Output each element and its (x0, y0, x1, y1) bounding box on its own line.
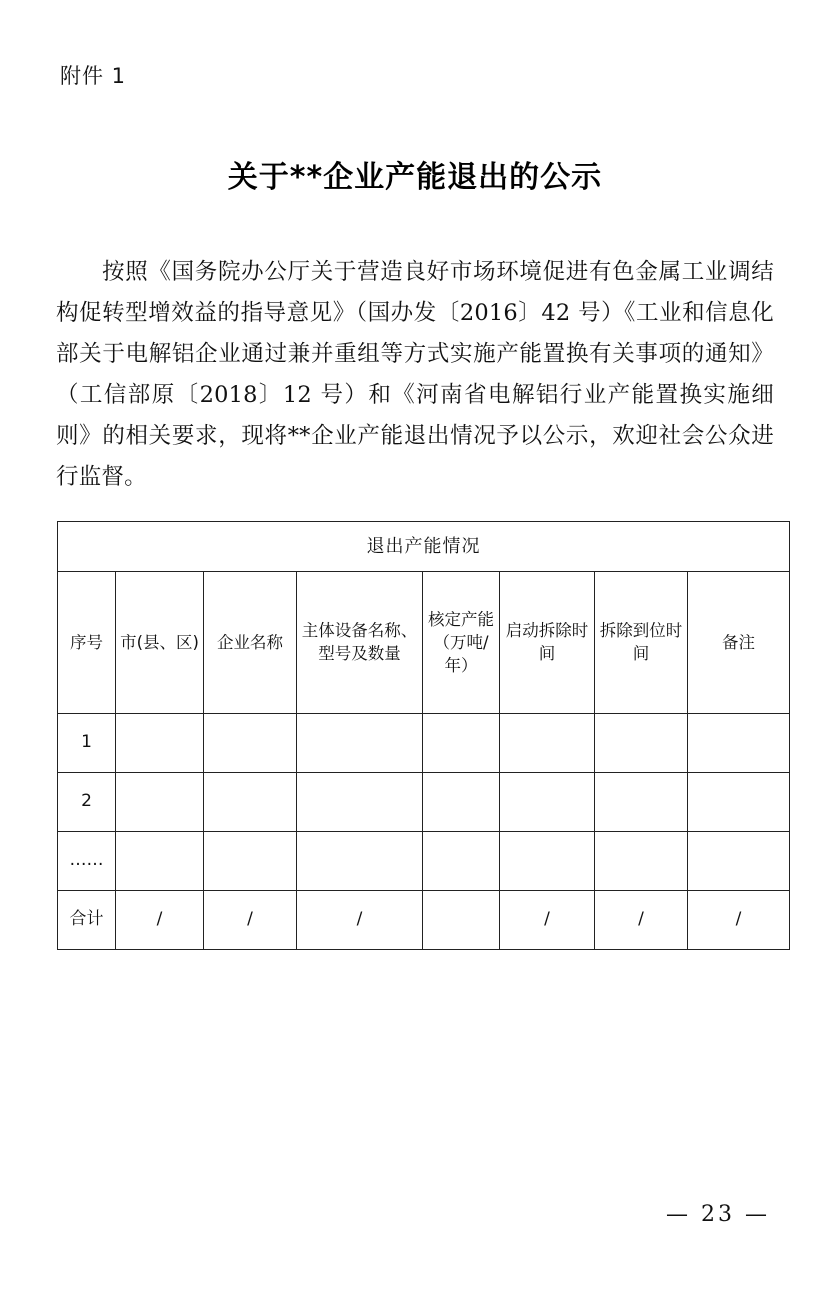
table-header-remark: 备注 (688, 571, 790, 713)
table-header-company: 企业名称 (204, 571, 297, 713)
retire-capacity-table-wrapper (56, 521, 774, 950)
cell-demolition-complete-time (595, 772, 688, 831)
table-row (58, 831, 790, 890)
cell-company (204, 713, 297, 772)
attachment-label: 附件 1 (60, 64, 127, 88)
cell-index: 2 (58, 772, 116, 831)
cell-city (116, 772, 204, 831)
cell-total-demolition-complete-time: / (595, 890, 688, 949)
cell-demolition-complete-time (595, 831, 688, 890)
cell-company (204, 772, 297, 831)
cell-total-remark: / (688, 890, 790, 949)
cell-total-capacity (423, 890, 500, 949)
cell-total-city: / (116, 890, 204, 949)
table-header-index: 序号 (58, 571, 116, 713)
cell-total-equipment: / (297, 890, 423, 949)
cell-remark (688, 831, 790, 890)
table-header-city: 市(县、区) (116, 571, 204, 713)
cell-equipment (297, 713, 423, 772)
cell-start-demolition-time (500, 831, 595, 890)
page-number: — 23 — (666, 1202, 770, 1227)
retire-capacity-table (57, 521, 790, 950)
cell-capacity (423, 772, 500, 831)
cell-equipment (297, 831, 423, 890)
cell-company (204, 831, 297, 890)
table-total-row (58, 890, 790, 949)
cell-capacity (423, 713, 500, 772)
cell-city (116, 831, 204, 890)
table-header-equipment: 主体设备名称、型号及数量 (297, 571, 423, 713)
table-caption: 退出产能情况 (58, 521, 790, 571)
cell-remark (688, 713, 790, 772)
table-header-capacity: 核定产能（万吨/年） (423, 571, 500, 713)
cell-city (116, 713, 204, 772)
table-header-start-demolition-time: 启动拆除时间 (500, 571, 595, 713)
cell-start-demolition-time (500, 772, 595, 831)
cell-total-company: / (204, 890, 297, 949)
cell-demolition-complete-time (595, 713, 688, 772)
cell-total-start-demolition-time: / (500, 890, 595, 949)
cell-remark (688, 772, 790, 831)
table-row (58, 772, 790, 831)
table-header-row (58, 571, 790, 713)
cell-start-demolition-time (500, 713, 595, 772)
body-paragraph: 按照《国务院办公厅关于营造良好市场环境促进有色金属工业调结构促转型增效益的指导意见》（国办发〔2016〕42 号）《工业和信息化部关于电解铝企业通过兼并重组等方式实施产能置换有关事项的通知》（工信部原〔2018〕12 号）和《河南省电解铝行业产能置换实施细则》的相关要求，现将**企业产能退出情况予以公示，欢迎社会公众进行监督。 (56, 259, 774, 490)
cell-total-label: 合计 (58, 890, 116, 949)
table-caption-row (58, 521, 790, 571)
table-header-demolition-complete-time: 拆除到位时间 (595, 571, 688, 713)
cell-index: 1 (58, 713, 116, 772)
page-title: 关于**企业产能退出的公示 (227, 160, 603, 195)
cell-capacity (423, 831, 500, 890)
table-row (58, 713, 790, 772)
cell-equipment (297, 772, 423, 831)
cell-index: …… (58, 831, 116, 890)
